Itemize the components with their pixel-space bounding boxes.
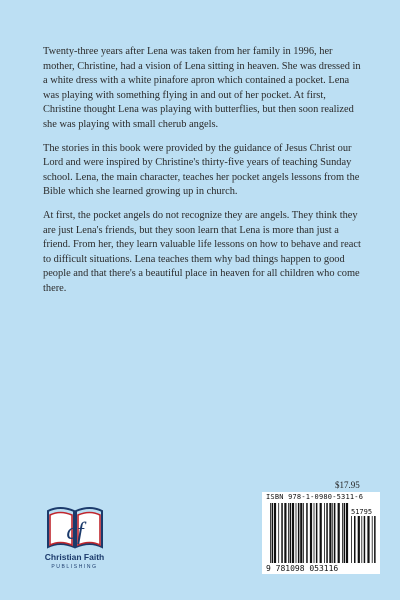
back-cover-blurb xyxy=(43,45,363,306)
blurb-paragraph-3: At first, the pocket angels do not recognize they are angels. They think they are just Lena's friends, but they soon learn that Lena is more than just a friend. From her, they learn valuable life lessons on how to behave and react to difficult situations. Lena teaches them why bad things happen to good people and that there's a beautiful place in heaven for all children who come there. xyxy=(43,209,361,294)
barcode-addon-number: 51795 xyxy=(351,508,373,516)
price-label: $17.95 xyxy=(335,480,360,490)
barcode-digits: 9 781098 053116 xyxy=(266,564,339,573)
isbn-barcode xyxy=(262,492,380,574)
publisher-subtitle: PUBLISHING xyxy=(51,564,98,570)
publisher-name: Christian Faith xyxy=(44,552,105,562)
logo-monogram: cf xyxy=(66,519,84,545)
blurb-paragraph-2: The stories in this book were provided by the guidance of Jesus Christ our Lord and were inspired by Christine's thirty-five years of teaching Sunday school. Lena, the main character, teaches her pocket angels lessons from the Bible which she learned growing up in church. xyxy=(43,142,360,198)
christian-faith-publishing-logo xyxy=(40,499,110,574)
isbn-number: ISBN 978-1-0980-5311-6 xyxy=(266,493,364,501)
barcode-icon xyxy=(262,492,380,574)
blurb-paragraph-1: Twenty-three years after Lena was taken from her family in 1996, her mother, Christine, had a vision of Lena sitting in heaven. She was dressed in a white dress with a white pinafore apron which contained a pocket. Lena was playing with something flying in and out of her pocket. At first, Christine thought Lena was playing with butterflies, but then soon realized she was playing with small cherub angels. xyxy=(43,46,361,130)
